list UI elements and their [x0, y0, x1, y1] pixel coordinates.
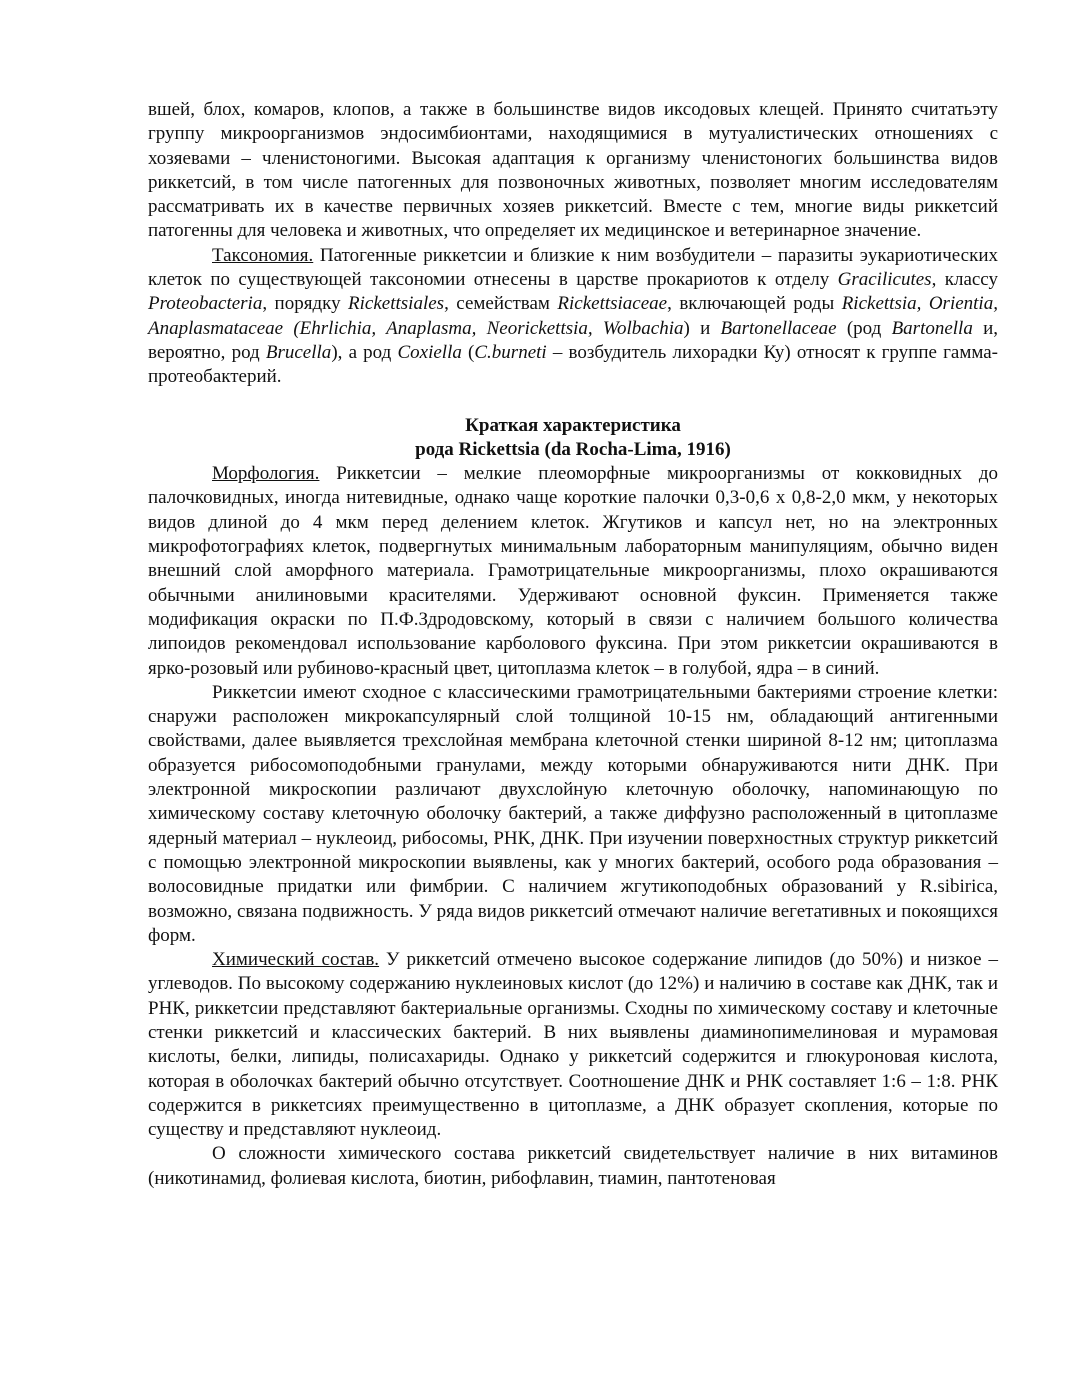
paragraph-structure: Риккетсии имеют сходное с классическими грамотрицательными бактериями строение клетки: снаружи расположен микрокапсулярный слой толщиной 10-15 нм, обладающий антигенными свойствами, далее выявляется трехслойная мембрана клеточной стенки шириной 8-12 нм; цитоплазма образуется рибосомоподобными гранулами, между которыми обнаруживаются нити ДНК. При электронной микроскопии различают двухслойную клеточную оболочку, напоминающую по химическому составу клеточную оболочку бактерий, а также диффузно расположенный в цитоплазме ядерный материал – нуклеоид, рибосомы, РНК, ДНК. При изучении поверхностных структур риккетсий с помощью электронной микроскопии выявлены, как у многих бактерий, особого рода образования – волосовидные придатки или фимбрии. С наличием жгутикоподобных образований у R.sibirica, возможно, связана подвижность. У ряда видов риккетсий отмечают наличие вегетативных и покоящихся форм. — [148, 681, 998, 946]
section-heading-line1: Краткая характеристика — [465, 414, 681, 436]
text-run: ) и — [683, 317, 721, 339]
chemistry-text: У риккетсий отмечено высокое содержание липидов (до 50%) и низкое – углеводов. По высокому содержанию нуклеиновых кислот (до 12%) и наличию в составе как ДНК, так и РНК, риккетсии представляют бактериальные организмы. Сходны по химическому составу и клеточные стенки риккетсий и классических бактерий. В них выявлены диаминопимелиновая и мурамовая кислоты, белки, липиды, полисахариды. Однако у риккетсий содержится и глюкуроновая кислота, которая в оболочках бактерий обычно отсутствует. Соотношение ДНК и РНК составляет 1:6 – 1:8. РНК содержится в риккетсиях преимущественно в цитоплазме, а ДНК образует скопления, которые по существу и представляют нуклеоид. — [148, 949, 999, 1141]
paragraph-chemistry — [148, 948, 998, 1142]
text-run: и, вероятно, род — [148, 317, 999, 363]
italic-term: Brucella — [265, 341, 332, 363]
italic-term: Proteobacteria — [148, 293, 263, 315]
italic-term: C.burneti — [474, 341, 547, 363]
text-run: , классу — [931, 269, 998, 291]
paragraph-intro: вшей, блох, комаров, клопов, а также в большинстве видов иксодовых клещей. Принято считатьэту группу микроорганизмов эндосимбионтами, находящимися в мутуалистических отношениях с хозяевами – членистоногими. Высокая адаптация к организму членистоногих большинства видов риккетсий, в том числе патогенных для позвоночных животных, позволяет многим исследователям рассматривать их в качестве первичных хозяев риккетсий. Вместе с тем, многие виды риккетсий патогенны для человека и животных, что определяет их медицинское и ветеринарное значение. — [148, 99, 998, 242]
text-run: – возбудитель лихорадки Ку) относят к группе гамма-протеобактерий. — [148, 341, 999, 388]
text-run: (род — [836, 317, 892, 339]
taxonomy-heading: Таксономия. — [212, 244, 314, 266]
italic-term: Bartonellaceae — [720, 317, 837, 339]
italic-term: Rickettsiaceae — [557, 293, 668, 315]
paragraph-morphology — [148, 462, 998, 681]
paragraph-taxonomy — [148, 244, 998, 390]
section-heading-line2: рода Rickettsia (da Rocha-Lima, 1916) — [415, 438, 731, 460]
text-run: ( — [461, 341, 475, 363]
text-run: Патогенные риккетсии и близкие к ним возбудители – паразиты эукариотических клеток по существующей таксономии отнесены в царстве прокариотов к отделу — [148, 244, 998, 291]
italic-term: Bartonella — [891, 317, 973, 339]
italic-term: Rickettsia, Orientia, Anaplasmataceae (Ehrlichia, Anaplasma, Neorickettsia, Wolbachia — [148, 293, 998, 339]
morphology-text: Риккетсии – мелкие плеоморфные микроорганизмы от кокковидных до палочковидных, иногда нитевидные, однако чаще короткие палочки 0,3-0,6 х 0,8-2,0 мкм, у некоторых видов длиной до 4 мкм перед делением клеток. Жгутиков и капсул нет, но на электронных микрофотографиях клеток, подвергнутых минимальным лабораторным манипуляциям, обычно виден внешний слой аморфного материала. Грамотрицательные микроорганизмы, плохо окрашиваются обычными анилиновыми красителями. Удерживают основной фуксин. Применяется также модификация окраски по П.Ф.Здродовскому, который в связи с наличием большого количества липоидов рекомендовал использование карболового фуксина. При этом риккетсии окрашиваются в ярко-розовый или рубиново-красный цвет, цитоплазма клеток – в голубой, ядра – в синий. — [148, 463, 998, 679]
text-run: , порядку — [262, 293, 349, 315]
document-page — [148, 98, 998, 1191]
italic-term: Gracilicutes — [837, 269, 932, 291]
spacer — [148, 390, 998, 414]
italic-term: Coxiella — [397, 341, 462, 363]
italic-term: Rickettsiales — [348, 293, 445, 315]
morphology-heading: Морфология. — [212, 463, 320, 485]
chemistry-heading: Химический состав. — [212, 949, 380, 971]
text-run: , включающей роды — [667, 293, 842, 315]
paragraph-vitamins: О сложности химического состава риккетсий свидетельствует наличие в них витаминов (никотинамид, фолиевая кислота, биотин, рибофлавин, тиамин, пантотеновая — [148, 1143, 998, 1189]
text-run: ), а род — [331, 341, 398, 363]
text-run: , семействам — [444, 293, 558, 315]
